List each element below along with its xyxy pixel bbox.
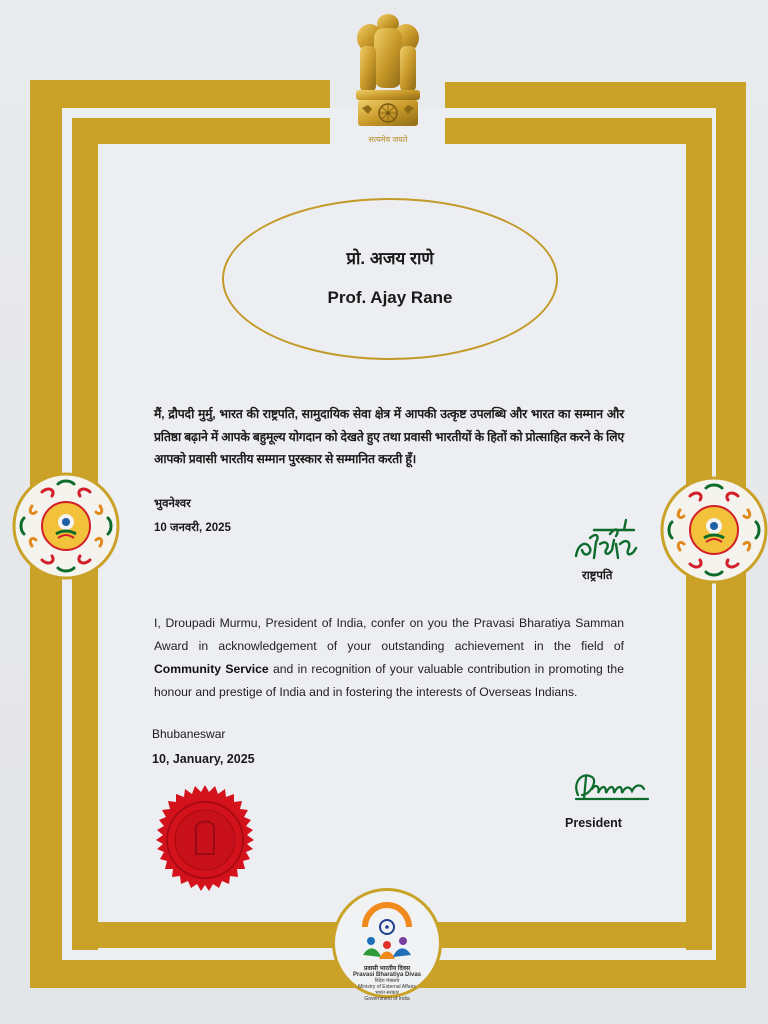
date-english: 10, January, 2025 bbox=[152, 752, 255, 766]
inner-border-top-left bbox=[72, 118, 330, 144]
pbd-logo-text bbox=[335, 966, 439, 1002]
outer-border-top-right bbox=[445, 82, 746, 108]
logo-line4: Ministry of External Affairs bbox=[358, 984, 416, 990]
pbd-medal-right-icon bbox=[660, 476, 768, 584]
pbd-logo bbox=[332, 888, 442, 1002]
logo-line2: Pravasi Bharatiya Divas bbox=[352, 972, 422, 978]
logo-line5: भारत सरकार bbox=[375, 990, 399, 996]
designation-english: President bbox=[565, 816, 622, 830]
citation-english-part2: and in recognition of your valuable contribution in promoting the honour and prestige of India and in fostering the interests of Overseas Indians. bbox=[154, 662, 624, 699]
emblem-motto: सत्यमेव जयते bbox=[368, 135, 408, 144]
logo-line1: प्रवासी भारतीय दिवस bbox=[363, 966, 411, 972]
date-hindi: 10 जनवरी, 2025 bbox=[154, 522, 231, 534]
outer-border-top-left bbox=[40, 80, 330, 108]
logo-line3: विदेश मंत्रालय bbox=[374, 978, 400, 984]
pbd-medal-left-icon bbox=[12, 472, 120, 580]
lion-capital-icon bbox=[346, 10, 430, 134]
place-english: Bhubaneswar bbox=[152, 727, 226, 741]
pbd-logo-icon bbox=[359, 901, 415, 963]
citation-hindi: मैं, द्रौपदी मुर्मु, भारत की राष्ट्रपति, सामुदायिक सेवा क्षेत्र में आपकी उत्कृष्ट उपलब्धि और भारत का सम्मान और प्रतिष्ठा बढ़ाने में आपके बहुमूल्य योगदान को देखते हुए तथा प्रवासी भारतीयों के हितों को प्रोत्साहित करने के लिए आपको प्रवासी भारतीय सम्मान पुरस्कार से सम्मानित करती हूँ। bbox=[154, 407, 624, 466]
recipient-name-english: Prof. Ajay Rane bbox=[327, 288, 453, 307]
citation-english bbox=[154, 612, 624, 704]
inner-border-top-right bbox=[445, 118, 712, 144]
designation-hindi: राष्ट्रपति bbox=[582, 570, 613, 582]
recipient-name-hindi: प्रो. अजय राणे bbox=[346, 249, 434, 268]
state-emblem bbox=[346, 10, 430, 145]
logo-line6: Government of India bbox=[364, 996, 410, 1002]
award-field: Community Service bbox=[154, 662, 269, 676]
red-seal-icon bbox=[146, 784, 264, 902]
name-oval bbox=[222, 198, 558, 360]
signature-english bbox=[568, 765, 652, 805]
citation-english-part1: I, Droupadi Murmu, President of India, confer on you the Pravasi Bharatiya Samman Award in acknowledgement of your outstanding achievement in the field of bbox=[154, 616, 624, 653]
signature-hindi bbox=[570, 514, 640, 564]
place-hindi: भुवनेश्वर bbox=[154, 498, 191, 510]
